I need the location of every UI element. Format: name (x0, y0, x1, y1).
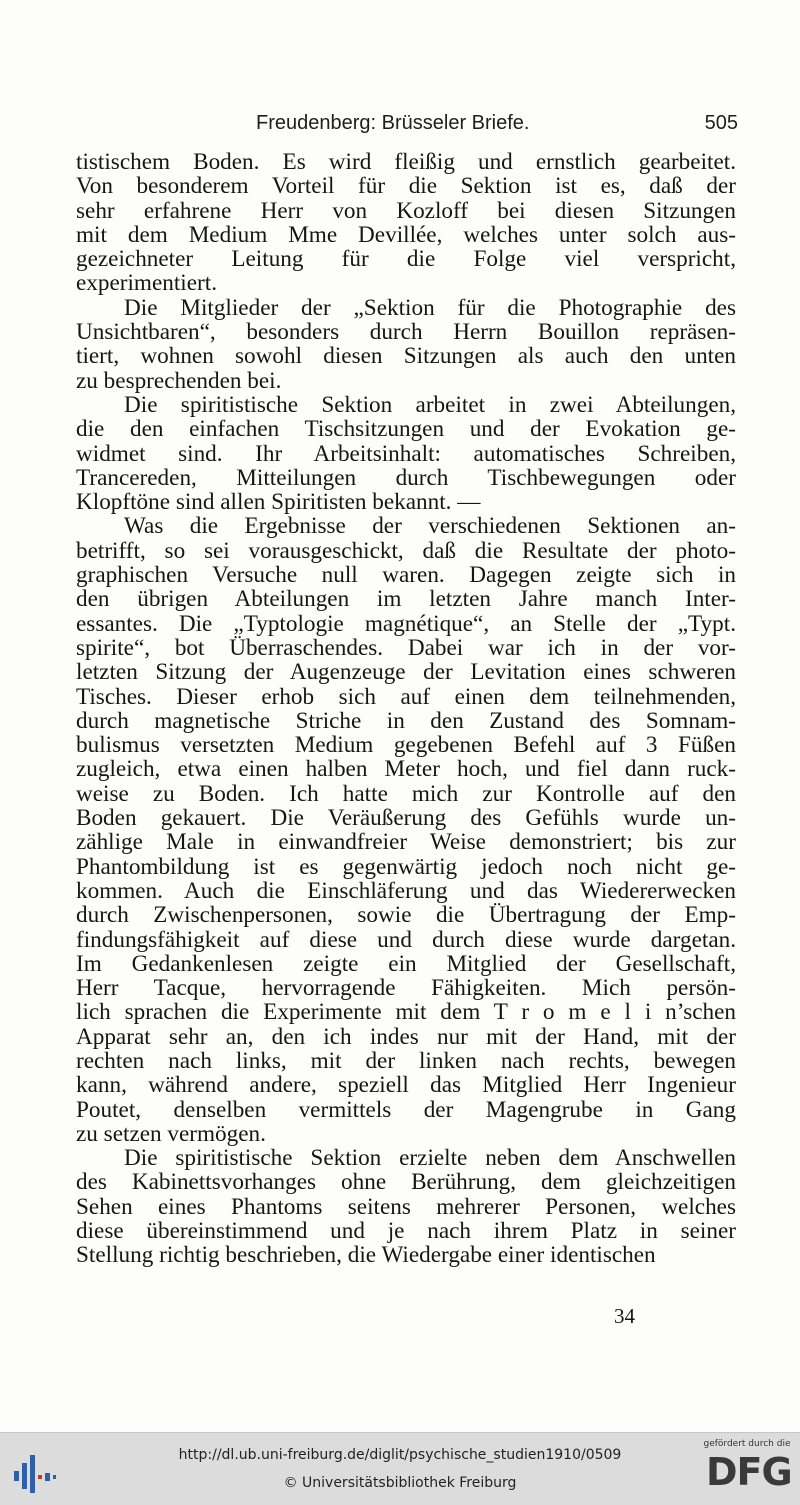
text-line: rechten nach links, mit der linken nach rechts, bewegen (76, 1047, 736, 1074)
text-line: sehr erfahrene Herr von Kozloff bei diesen Sitzungen (76, 197, 736, 224)
text-line: zu setzen vermögen. (76, 1120, 266, 1147)
text-line: durch Zwischenpersonen, sowie die Übertragung der Emp- (76, 902, 736, 929)
text-line: tistischem Boden. Es wird fleißig und ernstlich gearbeitet. (76, 149, 736, 175)
text-line: Stellung richtig beschrieben, die Wiedergabe einer identischen (76, 1242, 656, 1269)
text-line: Die spiritistische Sektion arbeitet in zwei Abteilungen, (124, 391, 736, 418)
body-text (76, 150, 736, 1268)
text-line: spirite“, bot Überraschendes. Dabei war ich in der vor- (76, 634, 736, 661)
text-line: Die Mitglieder der „Sektion für die Photographie des (124, 294, 736, 321)
text-line: kommen. Auch die Einschläferung und das Wiedererwecken (76, 877, 736, 904)
text-line: widmet sind. Ihr Arbeitsinhalt: automatisches Schreiben, (76, 440, 736, 467)
text-line: kann, während andere, speziell das Mitglied Herr Ingenieur (76, 1072, 736, 1099)
text-line: Von besonderem Vorteil für die Sektion ist es, daß der (76, 173, 736, 200)
footer-bar (0, 1432, 800, 1505)
text-line: weise zu Boden. Ich hatte mich zur Kontrolle auf den (76, 780, 736, 807)
text-line: zu besprechenden bei. (76, 367, 282, 394)
text-line: betrifft, so sei vorausgeschickt, daß die Resultate der photo- (76, 537, 736, 564)
text-line: Phantombildung ist es gegenwärtig jedoch noch nicht ge- (76, 853, 736, 880)
dfg-logo-icon (702, 1439, 792, 1499)
text-line: Boden gekauert. Die Veräußerung des Gefühls wurde un- (76, 805, 736, 832)
dfg-logo-text: DFG (706, 1450, 792, 1494)
text-line: Poutet, denselben vermittels der Magengrube in Gang (76, 1096, 736, 1123)
text-line: bulismus versetzten Medium gegebenen Befehl auf 3 Füßen (76, 732, 736, 759)
text-line: durch magnetische Striche in den Zustand des Somnam- (76, 707, 736, 734)
text-line: Herr Tacque, hervorragende Fähigkeiten. Mich persön- (76, 975, 736, 1002)
text-line: Sehen eines Phantoms seitens mehrerer Personen, welches (76, 1193, 736, 1220)
dfg-caption: gefördert durch die (703, 1439, 791, 1449)
running-head-title: Freudenberg: Brüsseler Briefe. (256, 112, 530, 134)
text-line: den übrigen Abteilungen im letzten Jahre manch Inter- (76, 586, 736, 613)
text-line: zählige Male in einwandfreier Weise demonstriert; bis zur (76, 829, 736, 856)
text-line: Tisches. Dieser erhob sich auf einen dem teilnehmenden, (76, 683, 736, 710)
text-line: lich sprachen die Experimente mit dem T r o m e l i n’schen (76, 999, 736, 1026)
document-url-link[interactable]: http://dl.ub.uni-freiburg.de/diglit/psychische_studien1910/0509 (178, 1447, 622, 1463)
text-line: experimentiert. (76, 270, 217, 297)
text-line: Unsichtbaren“, besonders durch Herrn Bouillon repräsen- (76, 319, 736, 346)
text-line: Trancereden, Mitteilungen durch Tischbewegungen oder (76, 464, 736, 491)
text-line: Die spiritistische Sektion erzielte neben dem Anschwellen (124, 1145, 736, 1172)
text-line: tiert, wohnen sowohl diesen Sitzungen als auch den unten (76, 343, 736, 370)
text-line: die den einfachen Tischsitzungen und der Evokation ge- (76, 416, 736, 443)
copyright-notice: © Universitätsbibliothek Freiburg (283, 1475, 517, 1491)
text-line: Apparat sehr an, den ich indes nur mit der Hand, mit der (76, 1023, 736, 1050)
signature-mark: 34 (614, 1304, 635, 1328)
text-line: letzten Sitzung der Augenzeuge der Levitation eines schweren (76, 659, 736, 686)
text-line: mit dem Medium Mme Devillée, welches unter solch aus- (76, 221, 736, 248)
running-head (76, 112, 738, 140)
text-line: Klopftöne sind allen Spiritisten bekannt. — (76, 489, 481, 516)
page-number: 505 (704, 112, 738, 134)
text-line: essantes. Die „Typtologie magnétique“, an Stelle der „Typt. (76, 610, 736, 637)
text-line: Was die Ergebnisse der verschiedenen Sektionen an- (124, 513, 736, 540)
text-line: gezeichneter Leitung für die Folge viel verspricht, (76, 246, 736, 273)
text-line: graphischen Versuche null waren. Dagegen zeigte sich in (76, 562, 736, 589)
text-line: des Kabinettsvorhanges ohne Berührung, dem gleichzeitigen (76, 1169, 736, 1196)
text-line: zugleich, etwa einen halben Meter hoch, und fiel dann ruck- (76, 756, 736, 783)
text-line: findungsfähigkeit auf diese und durch diese wurde dargetan. (76, 926, 736, 953)
text-line: diese übereinstimmend und je nach ihrem Platz in seiner (76, 1218, 736, 1245)
text-line: Im Gedankenlesen zeigte ein Mitglied der Gesellschaft, (76, 950, 736, 977)
